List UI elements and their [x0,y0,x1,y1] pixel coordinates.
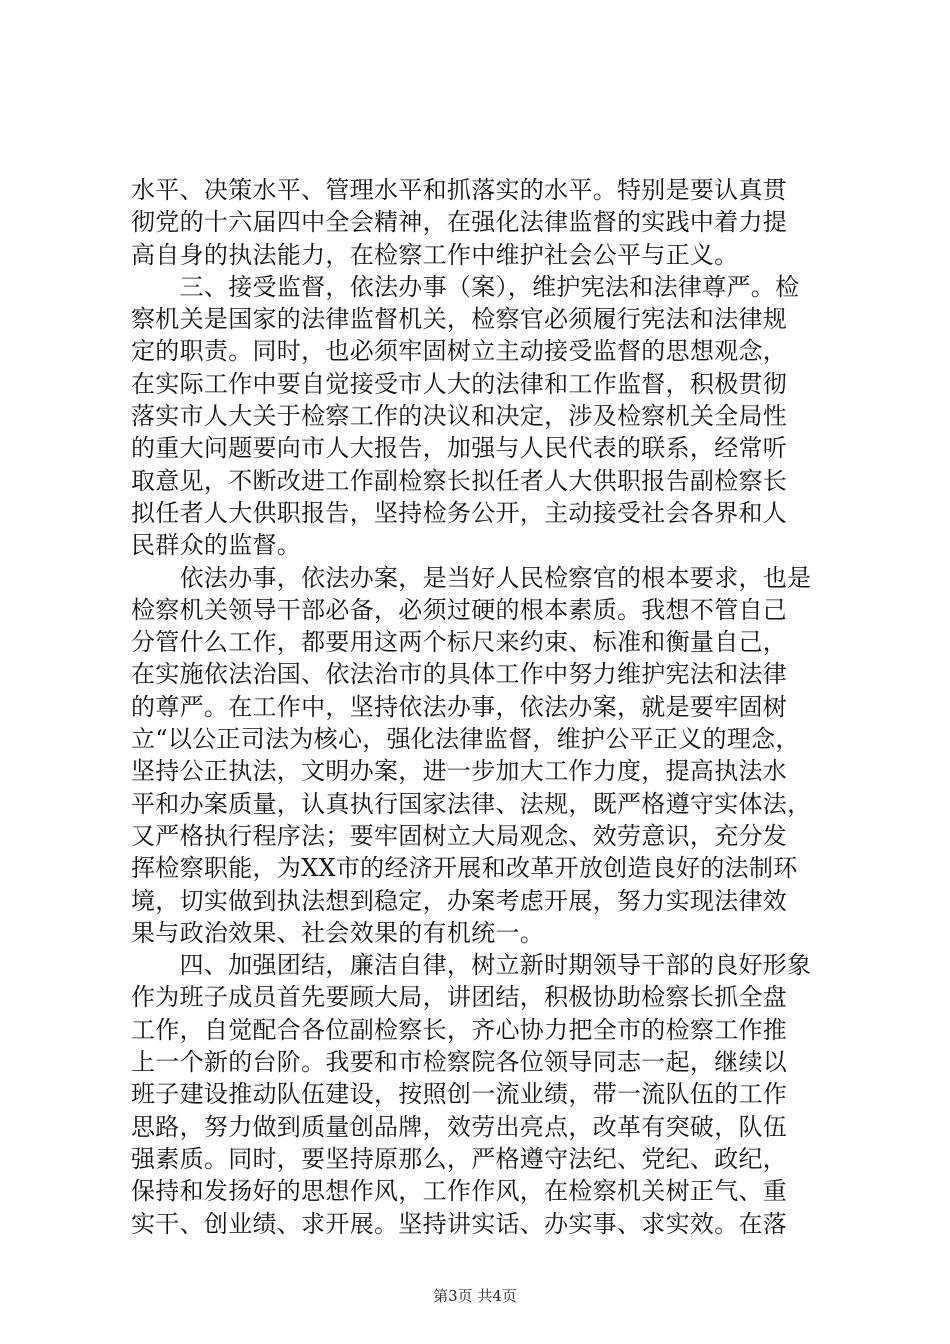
text-line: 班子建设推动队伍建设，按照创一流业绩，带一流队伍的工作 [131,1080,788,1109]
text-line: 落实市人大关于检察工作的决议和决定，涉及检察机关全局性 [131,402,788,431]
page-number-footer: 第3页 共4页 [433,1287,517,1305]
text-line: 定的职责。同时，也必须牢固树立主动接受监督的思想观念， [131,337,788,366]
text-line: 工作，自觉配合各位副检察长，齐心协力把全市的检察工作推 [131,1015,788,1044]
text-line: 在实际工作中要自觉接受市人大的法律和工作监督，积极贯彻 [131,369,788,398]
text-line: 强素质。同时，要坚持原那么，严格遵守法纪、党纪、政纪， [131,1144,788,1173]
text-line: 分管什么工作，都要用这两个标尺来约束、标准和衡量自己， [131,628,788,657]
text-line: 高自身的执法能力，在检察工作中维护社会公平与正义。 [131,240,739,269]
text-line: 彻党的十六届四中全会精神，在强化法律监督的实践中着力提 [131,208,788,237]
text-line: 依法办事，依法办案，是当好人民检察官的根本要求，也是 [131,563,812,592]
text-line: 三、接受监督，依法办事（案），维护宪法和法律尊严。检 [131,272,800,301]
text-line: 平和办案质量，认真执行国家法律、法规，既严格遵守实体法， [131,789,812,818]
text-line: 思路，努力做到质量创品牌，效劳出亮点，改革有突破，队伍 [131,1112,788,1141]
document-body [131,174,831,1240]
text-line: 拟任者人大供职报告，坚持检务公开，主动接受社会各界和人 [131,498,788,527]
text-line: 民群众的监督。 [131,531,302,560]
text-line: 察机关是国家的法律监督机关，检察官必须履行宪法和法律规 [131,305,788,334]
text-line: 果与政治效果、社会效果的有机统一。 [131,918,545,947]
text-line: 上一个新的台阶。我要和市检察院各位领导同志一起，继续以 [131,1048,788,1077]
text-line: 作为班子成员首先要顾大局，讲团结，积极协助检察长抓全盘 [131,983,788,1012]
text-line: 的尊严。在工作中，坚持依法办事，依法办案，就是要牢固树 [131,692,788,721]
text-line: 四、加强团结，廉洁自律，树立新时期领导干部的良好形象 [131,951,812,980]
text-line: 境，切实做到执法想到稳定，办案考虑开展，努力实现法律效 [131,886,788,915]
text-line: 取意见，不断改进工作副检察长拟任者人大供职报告副检察长 [131,466,788,495]
text-line: 在实施依法治国、依法治市的具体工作中努力维护宪法和法律 [131,660,788,689]
text-line: 实干、创业绩、求开展。坚持讲实话、办实事、求实效。在落 [131,1209,788,1238]
text-line: 立“以公正司法为核心，强化法律监督，维护公平正义的理念， [131,725,800,754]
text-line: 保持和发扬好的思想作风，工作作风，在检察机关树正气、重 [131,1177,788,1206]
text-line: 又严格执行程序法；要牢固树立大局观念、效劳意识，充分发 [131,821,788,850]
text-line: 挥检察职能，为XX市的经济开展和改革开放创造良好的法制环 [131,854,798,883]
text-line: 的重大问题要向市人大报告，加强与人民代表的联系，经常听 [131,434,788,463]
text-line: 检察机关领导干部必备，必须过硬的根本素质。我想不管自己 [131,595,788,624]
text-line: 坚持公正执法，文明办案，进一步加大工作力度，提高执法水 [131,757,788,786]
text-line: 水平、决策水平、管理水平和抓落实的水平。特别是要认真贯 [131,176,788,204]
